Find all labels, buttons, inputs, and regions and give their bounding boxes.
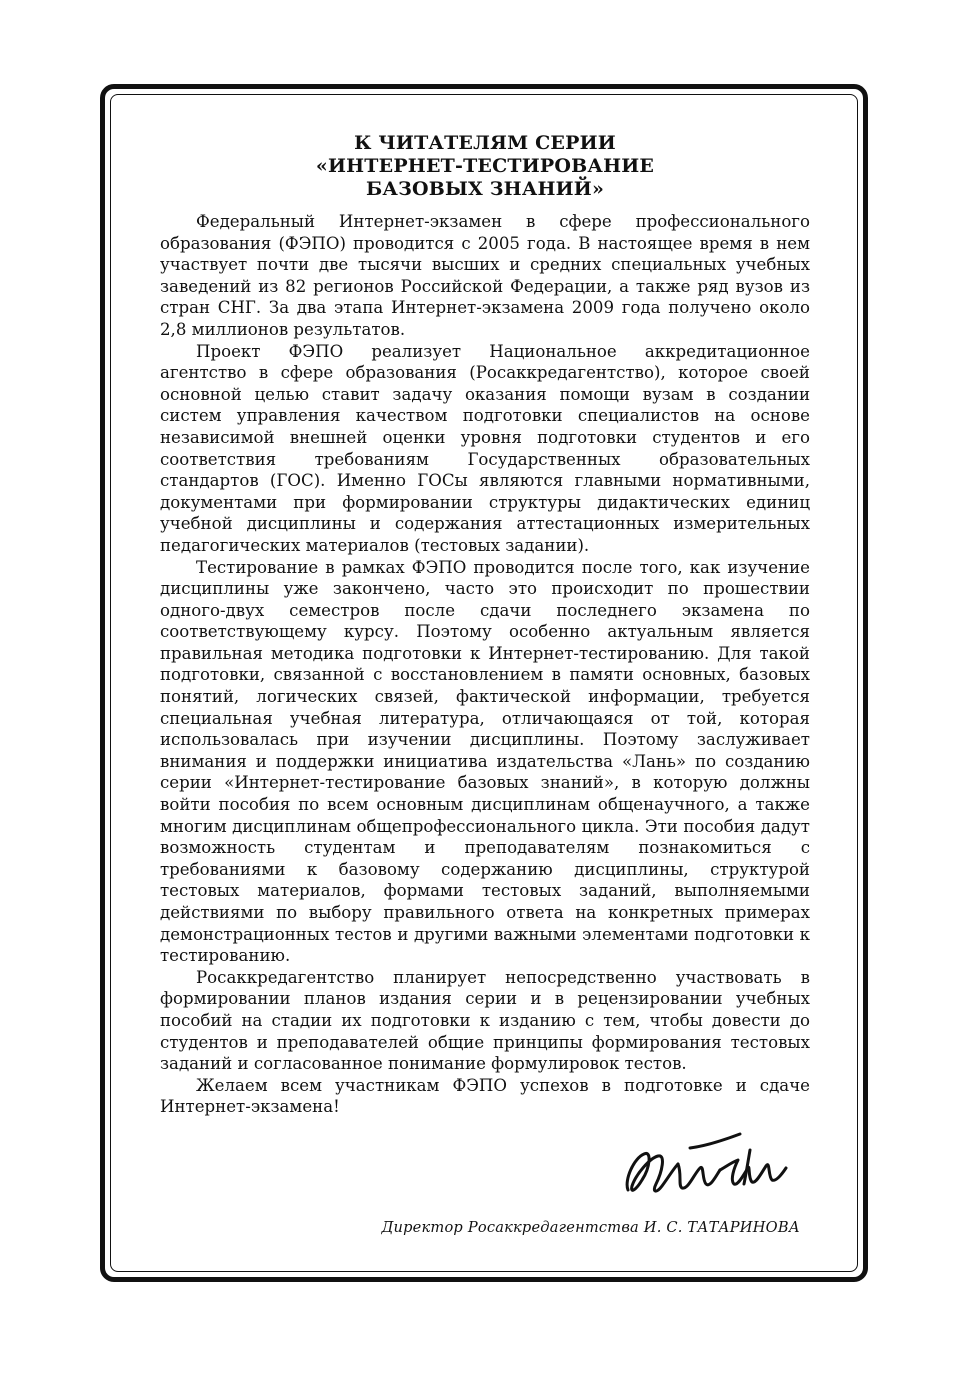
- paragraph-5: Желаем всем участникам ФЭПО успехов в подготовке и сдаче Интернет-экзамена!: [160, 1075, 810, 1117]
- document-body: [160, 132, 810, 1118]
- paragraph-3: Тестирование в рамках ФЭПО проводится после того, как изучение дисциплины уже закончено, часто это происходит по прошествии одного-двух семестров после сдачи последнего экзамена по соответствующему курсу. Поэтому особенно актуальным является правильная методика подготовки к Интернет-тестированию. Для такой подготовки, связанной с восстановлением в памяти основных, базовых понятий, логических связей, фактической информации, требуется специальная учебная литература, отличающаяся от той, которая использовалась при изучении дисциплины. Поэтому заслуживает внимания и поддержки инициатива издательства «Лань» по созданию серии «Интернет-тестирование базовых знаний», в которую должны войти пособия по всем основным дисциплинам общенаучного, а также многим дисциплинам общепрофессионального цикла. Эти пособия дадут возможность студентам и преподавателям познакомиться с требованиями к базовому содержанию дисциплины, структурой тестовых материалов, формами тестовых заданий, выполняемыми действиями по выбору правильного ответа на конкретных примерах демонстрационных тестов и другими важными элементами подготовки к тестированию.: [160, 557, 810, 966]
- signature-caption: Директор Росаккредагентства И. С. ТАТАРИНОВА: [381, 1219, 800, 1236]
- paragraph-1: Федеральный Интернет-экзамен в сфере профессионального образования (ФЭПО) проводится с 2005 года. В настоящее время в нем участвует почти две тысячи высших и средних специальных учебных заведений из 82 регионов Российской Федерации, а также ряд вузов из стран СНГ. За два этапа Интернет-экзамена 2009 года получено около 2,8 миллионов результатов.: [160, 212, 810, 339]
- page-title: [160, 132, 810, 201]
- title-line-2: «ИНТЕРНЕТ-ТЕСТИРОВАНИЕ: [315, 155, 655, 177]
- title-line-3: БАЗОВЫХ ЗНАНИЙ»: [365, 178, 605, 200]
- paragraph-2: Проект ФЭПО реализует Национальное аккредитационное агентство в сфере образования (Росаккредагентство), которое своей основной целью ставит задачу оказания помощи вузам в создании систем управления качеством подготовки специалистов на основе независимой внешней оценки уровня подготовки студентов и его соответствия требованиям Государственных образовательных стандартов (ГОС). Именно ГОСы являются главными нормативными, документами при формировании структуры дидактических единиц учебной дисциплины и содержания аттестационных измерительных педагогических материалов (тестовых задании).: [160, 341, 810, 555]
- handwritten-signature: [620, 1128, 800, 1208]
- title-line-1: К ЧИТАТЕЛЯМ СЕРИИ: [354, 132, 616, 154]
- paragraph-4: Росаккредагентство планирует непосредственно участвовать в формировании планов издания серии и в рецензировании учебных пособий на стадии их подготовки к изданию с тем, чтобы довести до студентов и преподавателей общие принципы формирования тестовых заданий и согласованное понимание формулировок тестов.: [160, 967, 810, 1074]
